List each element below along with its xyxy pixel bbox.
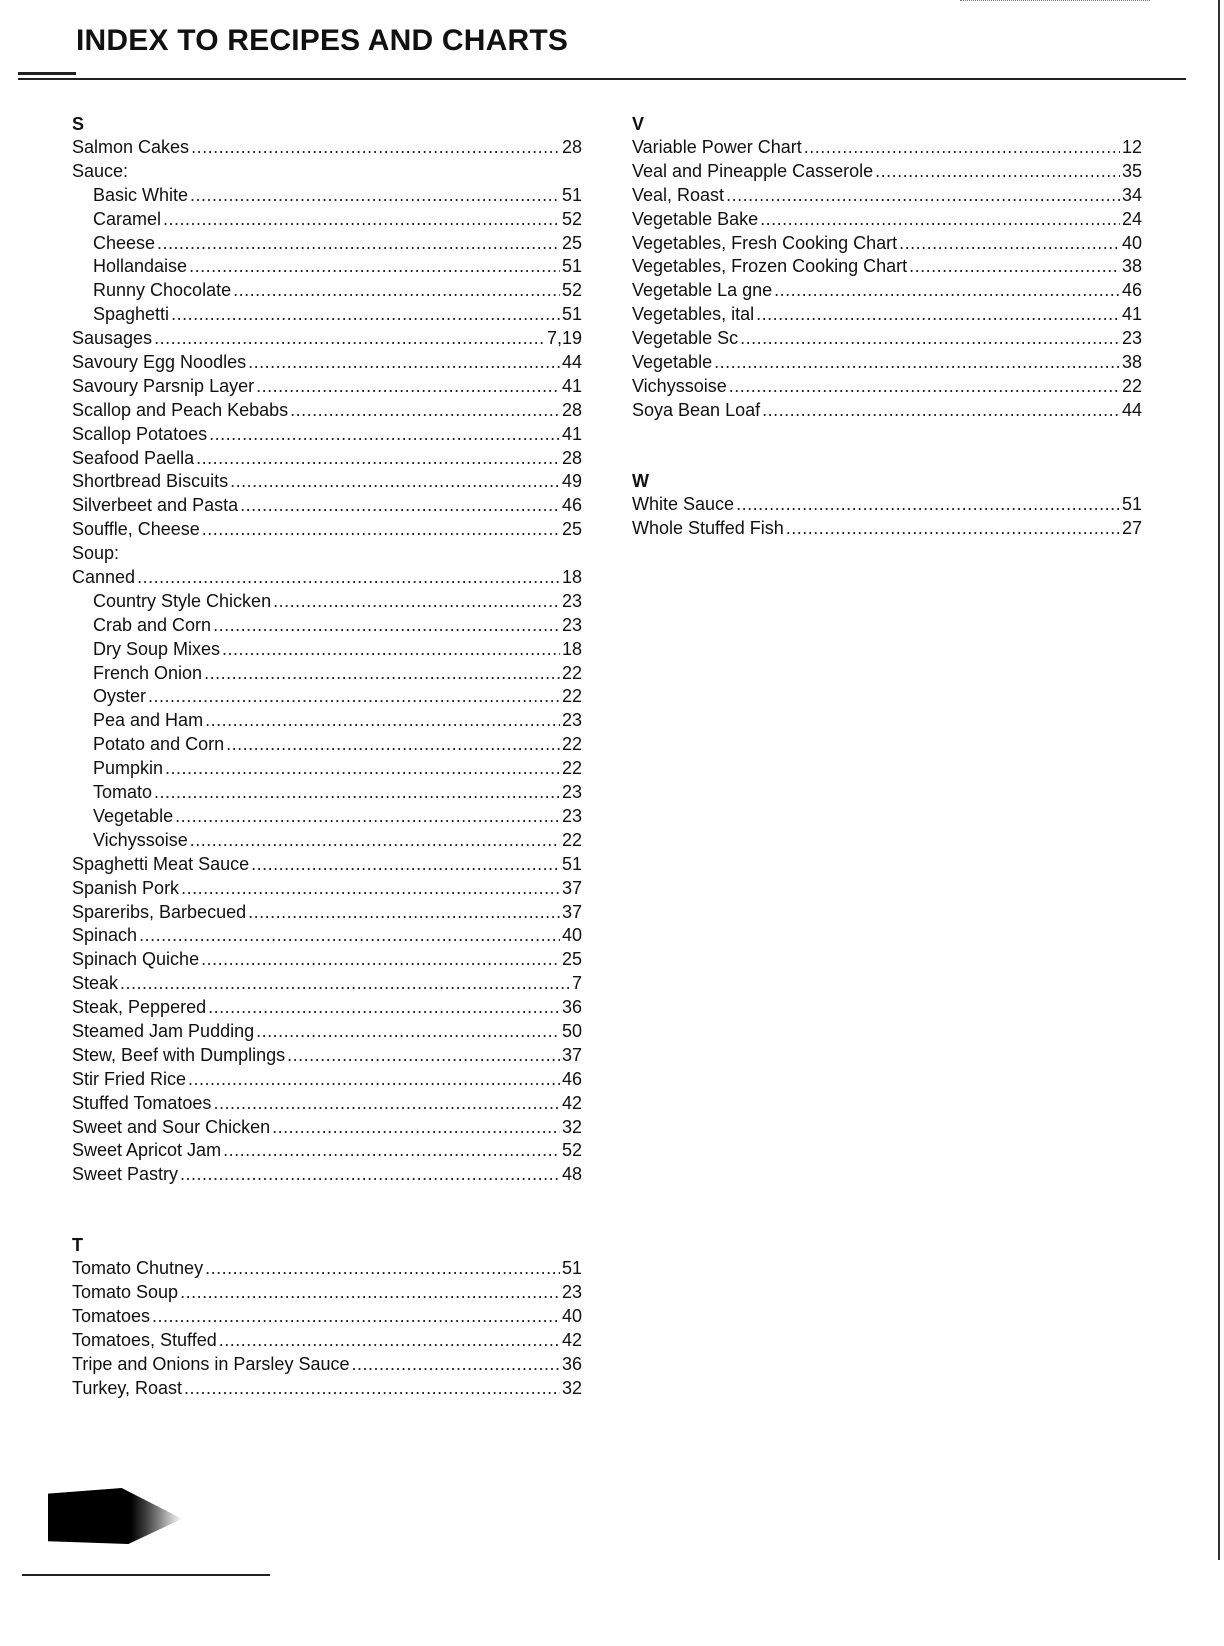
section-s	[72, 112, 582, 1187]
dot-leader	[137, 566, 560, 590]
dot-leader	[351, 1353, 559, 1377]
entry-page: 49	[561, 471, 582, 492]
entry-page: 48	[561, 1164, 582, 1185]
entry-page: 25	[561, 232, 582, 253]
entry-name: Spareribs, Barbecued	[72, 901, 247, 922]
entry-name: Crab and Corn	[93, 614, 212, 635]
index-entry	[72, 924, 582, 948]
entry-page: 44	[1121, 399, 1142, 420]
dot-leader	[180, 1281, 560, 1305]
dot-leader	[256, 1020, 560, 1044]
dot-leader	[248, 901, 560, 925]
dot-leader	[226, 733, 560, 757]
index-entry	[72, 351, 582, 375]
dot-leader	[248, 351, 560, 375]
index-entry	[632, 208, 1142, 232]
dot-leader	[209, 423, 560, 447]
entry-name: Turkey, Roast	[72, 1377, 183, 1398]
entry-name: Scallop and Peach Kebabs	[72, 399, 289, 420]
index-entry	[632, 184, 1142, 208]
dot-leader	[222, 638, 560, 662]
index-entry	[72, 399, 582, 423]
dot-leader	[190, 184, 560, 208]
entry-page: 23	[561, 1282, 582, 1303]
scan-noise-top	[960, 0, 1150, 3]
entry-page: 23	[561, 710, 582, 731]
entry-name: Stuffed Tomatoes	[72, 1092, 212, 1113]
section-w	[632, 469, 1142, 541]
dot-leader	[272, 1116, 560, 1140]
entry-page: 34	[1121, 184, 1142, 205]
dot-leader	[191, 136, 560, 160]
dot-leader	[201, 948, 560, 972]
entry-name: Salmon Cakes	[72, 137, 190, 157]
entry-page: 32	[561, 1377, 582, 1398]
index-entry	[72, 327, 582, 351]
dot-leader	[219, 1329, 560, 1353]
entry-name: Spinach	[72, 925, 138, 946]
index-entry	[632, 399, 1142, 423]
dot-leader	[726, 184, 1120, 208]
dot-leader	[163, 208, 560, 232]
index-entry	[72, 948, 582, 972]
entry-page: 38	[1121, 256, 1142, 277]
entry-page: 51	[561, 184, 582, 205]
entry-page: 40	[561, 925, 582, 946]
entry-name: Stir Fried Rice	[72, 1068, 187, 1089]
dot-leader	[760, 208, 1120, 232]
dot-leader	[736, 493, 1120, 517]
entry-name: Souffle, Cheese	[72, 519, 200, 540]
entry-page: 42	[561, 1329, 582, 1350]
dot-leader	[251, 853, 560, 877]
entry-page: 24	[1121, 208, 1142, 229]
dot-leader	[171, 303, 560, 327]
index-entry	[632, 327, 1142, 351]
scan-mark	[48, 1488, 182, 1544]
dot-leader	[120, 972, 570, 996]
index-entry	[72, 1092, 582, 1116]
entry-page: 44	[561, 352, 582, 373]
index-entry	[72, 303, 582, 327]
entry-page: 25	[561, 519, 582, 540]
entry-page: 28	[561, 137, 582, 157]
dot-leader	[208, 996, 560, 1020]
entry-page: 41	[1121, 304, 1142, 325]
entry-page: 35	[1121, 160, 1142, 181]
dot-leader	[154, 781, 560, 805]
index-entry	[72, 1163, 582, 1187]
entry-page: 37	[561, 901, 582, 922]
entry-page: 51	[561, 1258, 582, 1279]
dot-leader	[774, 279, 1120, 303]
index-entry	[72, 829, 582, 853]
index-entry	[72, 1353, 582, 1377]
entry-page: 25	[561, 949, 582, 970]
entry-name: Variable Power Chart	[632, 137, 802, 157]
index-entry	[632, 136, 1142, 160]
entry-page: 42	[561, 1092, 582, 1113]
entry-page: 51	[561, 304, 582, 325]
entry-name: Steak	[72, 973, 119, 994]
entry-name: Spaghetti Meat Sauce	[72, 853, 250, 874]
dot-leader	[762, 399, 1120, 423]
dot-leader	[152, 1305, 560, 1329]
entry-name: Cheese	[93, 232, 156, 253]
dot-leader	[875, 160, 1120, 184]
entry-name: Potato and Corn	[93, 734, 225, 755]
dot-leader	[165, 757, 560, 781]
dot-leader	[205, 1257, 560, 1281]
entry-name: Veal and Pineapple Casserole	[632, 160, 874, 181]
index-entry	[632, 517, 1142, 541]
entry-name: Spaghetti	[93, 304, 170, 325]
entry-page: 40	[561, 1305, 582, 1326]
section-letter: S	[72, 114, 85, 134]
entry-name: Spanish Pork	[72, 877, 180, 898]
dot-leader	[756, 303, 1120, 327]
title-rule-accent	[18, 72, 76, 75]
dot-leader	[175, 805, 560, 829]
index-entry	[72, 662, 582, 686]
entry-page: 22	[561, 829, 582, 850]
entry-page: 22	[561, 734, 582, 755]
dot-leader	[205, 709, 560, 733]
dot-leader	[154, 327, 545, 351]
index-entry	[72, 518, 582, 542]
entry-name: Caramel	[93, 208, 162, 229]
entry-page: 51	[561, 256, 582, 277]
dot-leader	[804, 136, 1120, 160]
index-entry	[72, 566, 582, 590]
entry-name: Runny Chocolate	[93, 280, 232, 301]
index-entry	[72, 423, 582, 447]
index-entry	[72, 781, 582, 805]
index-entry	[72, 1116, 582, 1140]
entry-page: 52	[561, 1140, 582, 1161]
footer-rule	[22, 1574, 270, 1576]
section-letter: W	[632, 470, 649, 491]
entry-name: Shortbread Biscuits	[72, 471, 229, 492]
entry-page: 28	[561, 399, 582, 420]
entry-page: 18	[561, 638, 582, 659]
entry-name: Oyster	[93, 686, 147, 707]
dot-leader	[157, 232, 560, 256]
index-entry	[72, 447, 582, 471]
entry-page: 52	[561, 208, 582, 229]
dot-leader	[240, 494, 560, 518]
index-entry	[72, 470, 582, 494]
index-entry	[72, 1377, 582, 1401]
index-entry	[72, 184, 582, 208]
entry-name: Sausages	[72, 328, 153, 349]
dot-leader	[233, 279, 560, 303]
section-letter: V	[632, 114, 645, 134]
entry-name: White Sauce	[632, 493, 735, 514]
dot-leader	[786, 517, 1120, 541]
entry-page: 50	[561, 1020, 582, 1041]
entry-page: 40	[1121, 232, 1142, 253]
entry-name: Tomato Soup	[72, 1282, 179, 1303]
index-entry	[72, 877, 582, 901]
entry-page: 38	[1121, 352, 1142, 373]
dot-leader	[729, 375, 1120, 399]
index-entry	[72, 757, 582, 781]
entry-name: Tomato	[93, 782, 153, 803]
index-entry	[72, 1305, 582, 1329]
dot-leader	[196, 447, 560, 471]
index-entry	[72, 805, 582, 829]
dot-leader	[714, 351, 1120, 375]
index-entry	[72, 638, 582, 662]
section-t	[72, 1233, 582, 1400]
index-entry	[72, 1329, 582, 1353]
index-entry	[72, 1139, 582, 1163]
entry-name: Pea and Ham	[93, 710, 204, 731]
dot-leader	[273, 590, 560, 614]
index-entry	[72, 733, 582, 757]
entry-page: 51	[561, 853, 582, 874]
entry-name: Vegetable	[93, 805, 174, 826]
dot-leader	[190, 829, 560, 853]
right-column	[632, 112, 1142, 586]
index-entry	[72, 1281, 582, 1305]
index-entry	[632, 279, 1142, 303]
entry-name: Soya Bean Loaf	[632, 399, 761, 420]
entry-page: 23	[561, 614, 582, 635]
entry-page: 41	[561, 423, 582, 444]
index-entry	[72, 232, 582, 256]
title-rule	[18, 78, 1186, 80]
index-entry	[72, 208, 582, 232]
dot-leader	[181, 877, 560, 901]
entry-name: Tomatoes, Stuffed	[72, 1329, 217, 1350]
index-entry	[632, 160, 1142, 184]
index-entry	[632, 232, 1142, 256]
entry-name: Vegetables, Fresh Cooking Chart	[632, 232, 898, 253]
entry-name: Hollandaise	[93, 256, 188, 277]
index-entry	[72, 709, 582, 733]
dot-leader	[202, 518, 560, 542]
section-v	[632, 112, 1142, 423]
dot-leader	[180, 1163, 560, 1187]
section-letter: T	[72, 1235, 83, 1256]
entry-name: Vegetable Sc	[632, 328, 739, 349]
entry-name: Vegetable	[632, 352, 713, 373]
index-entry	[72, 255, 582, 279]
dot-leader	[290, 399, 560, 423]
entry-page: 7	[571, 973, 582, 994]
entry-name: Pumpkin	[93, 758, 164, 779]
entry-page: 12	[1121, 137, 1142, 157]
entry-name: Sweet Pastry	[72, 1164, 179, 1185]
dot-leader	[184, 1377, 560, 1401]
entry-name: Vegetables, ital	[632, 304, 755, 325]
dot-leader	[899, 232, 1120, 256]
index-entry	[632, 493, 1142, 517]
entry-name: Tripe and Onions in Parsley Sauce	[72, 1353, 350, 1374]
dot-leader	[230, 470, 560, 494]
index-entry	[72, 375, 582, 399]
dot-leader	[213, 614, 560, 638]
entry-name: Vegetable La gne	[632, 280, 773, 301]
entry-name: Steamed Jam Pudding	[72, 1020, 255, 1041]
entry-name: Vegetable Bake	[632, 208, 759, 229]
entry-name: Stew, Beef with Dumplings	[72, 1044, 286, 1065]
index-entry	[72, 1020, 582, 1044]
index-subheading: Soup:	[72, 543, 120, 564]
dot-leader	[189, 255, 560, 279]
entry-page: 36	[561, 997, 582, 1018]
page-title: INDEX TO RECIPES AND CHARTS	[76, 24, 569, 57]
entry-name: Steak, Peppered	[72, 997, 207, 1018]
left-column	[72, 112, 582, 1447]
entry-page: 52	[561, 280, 582, 301]
entry-page: 7,19	[546, 328, 582, 349]
dot-leader	[213, 1092, 560, 1116]
entry-page: 46	[561, 495, 582, 516]
entry-page: 23	[561, 782, 582, 803]
index-entry	[72, 614, 582, 638]
index-entry	[72, 279, 582, 303]
entry-page: 51	[1121, 493, 1142, 514]
entry-name: Scallop Potatoes	[72, 423, 208, 444]
entry-name: Dry Soup Mixes	[93, 638, 221, 659]
entry-page: 22	[1121, 375, 1142, 396]
entry-page: 46	[561, 1068, 582, 1089]
index-entry	[72, 901, 582, 925]
index-entry	[72, 1044, 582, 1068]
entry-name: Savoury Parsnip Layer	[72, 375, 255, 396]
index-entry	[632, 255, 1142, 279]
entry-page: 46	[1121, 280, 1142, 301]
index-entry	[72, 1068, 582, 1092]
dot-leader	[204, 662, 560, 686]
entry-name: Whole Stuffed Fish	[632, 517, 784, 538]
entry-name: Vichyssoise	[632, 375, 727, 396]
dot-leader	[287, 1044, 560, 1068]
dot-leader	[740, 327, 1120, 351]
index-entry	[72, 1257, 582, 1281]
entry-name: Tomato Chutney	[72, 1258, 204, 1279]
dot-leader	[256, 375, 560, 399]
entry-name: Vichyssoise	[93, 829, 188, 850]
dot-leader	[909, 255, 1120, 279]
entry-page: 22	[561, 686, 582, 707]
dot-leader	[223, 1139, 560, 1163]
entry-page: 22	[561, 758, 582, 779]
entry-name: Sweet Apricot Jam	[72, 1140, 222, 1161]
entry-page: 22	[561, 662, 582, 683]
dot-leader	[188, 1068, 560, 1092]
index-subheading: Sauce:	[72, 160, 129, 181]
index-entry	[72, 972, 582, 996]
index-entry	[72, 590, 582, 614]
index-entry	[72, 853, 582, 877]
entry-name: Veal, Roast	[632, 184, 725, 205]
entry-name: Tomatoes	[72, 1305, 151, 1326]
entry-page: 23	[1121, 328, 1142, 349]
entry-name: Silverbeet and Pasta	[72, 495, 239, 516]
index-entry	[632, 303, 1142, 327]
dot-leader	[148, 685, 560, 709]
index-entry	[632, 375, 1142, 399]
entry-name: Canned	[72, 567, 136, 588]
entry-page: 37	[561, 1044, 582, 1065]
index-entry	[632, 351, 1142, 375]
entry-page: 36	[561, 1353, 582, 1374]
entry-name: Basic White	[93, 184, 189, 205]
entry-name: Spinach Quiche	[72, 949, 200, 970]
entry-name: Sweet and Sour Chicken	[72, 1116, 271, 1137]
entry-page: 23	[561, 590, 582, 611]
entry-name: French Onion	[93, 662, 203, 683]
entry-page: 23	[561, 805, 582, 826]
entry-page: 28	[561, 447, 582, 468]
index-entry	[72, 996, 582, 1020]
entry-name: Vegetables, Frozen Cooking Chart	[632, 256, 908, 277]
index-entry	[72, 494, 582, 518]
dot-leader	[139, 924, 560, 948]
entry-page: 18	[561, 567, 582, 588]
index-entry	[72, 136, 582, 160]
entry-name: Seafood Paella	[72, 447, 195, 468]
entry-page: 32	[561, 1116, 582, 1137]
entry-page: 41	[561, 375, 582, 396]
entry-page: 37	[561, 877, 582, 898]
entry-page: 27	[1121, 517, 1142, 538]
entry-name: Country Style Chicken	[93, 590, 272, 611]
page-edge-rule	[1218, 0, 1220, 1560]
entry-name: Savoury Egg Noodles	[72, 352, 247, 373]
index-entry	[72, 685, 582, 709]
